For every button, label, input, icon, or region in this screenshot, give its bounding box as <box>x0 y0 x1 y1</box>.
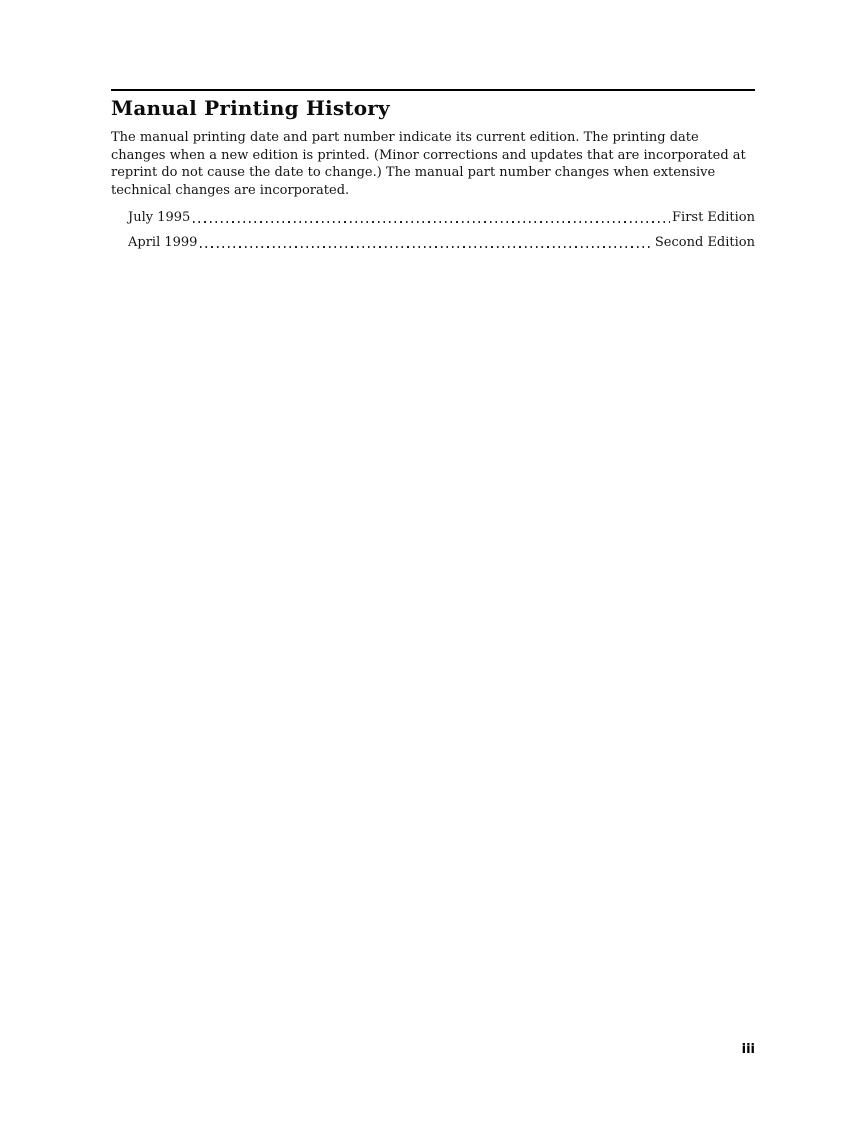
intro-paragraph: The manual printing date and part number indicate its current edition. The printing date changes when a new edition is printed. (Minor corrections and updates that are incorporated at reprint do not cause the date to change.) The manual part number changes when extensive technical changes are incorporated. <box>111 130 746 198</box>
content-column <box>111 0 755 251</box>
edition-label: First Edition <box>672 210 755 225</box>
edition-label: Second Edition <box>654 235 755 250</box>
page-number: iii <box>741 1042 755 1057</box>
edition-history-list <box>111 209 755 251</box>
page-title: Manual Printing History <box>111 96 390 120</box>
edition-entry <box>128 234 755 251</box>
edition-date: July 1995 <box>128 210 191 225</box>
edition-entry <box>128 209 755 226</box>
section-divider-rule <box>111 89 755 91</box>
dot-leader <box>200 246 652 248</box>
edition-date: April 1999 <box>128 235 198 250</box>
dot-leader <box>193 221 670 223</box>
